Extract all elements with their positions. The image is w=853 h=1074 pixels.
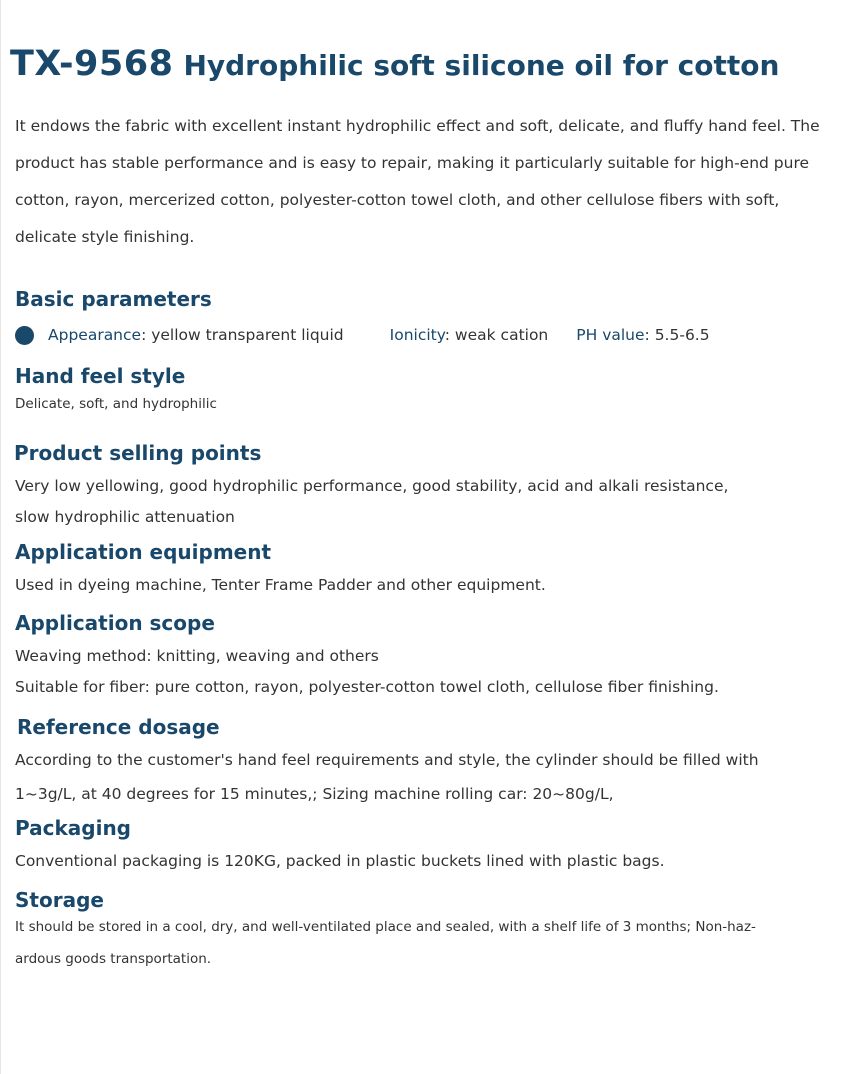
bullet-dot-icon xyxy=(15,326,34,345)
packaging-text: Conventional packaging is 120KG, packed in plastic buckets lined with plastic bags. xyxy=(15,852,665,870)
ionicity-value: : weak cation xyxy=(444,326,549,344)
product-title xyxy=(10,44,779,84)
selling-points-line-2: slow hydrophilic attenuation xyxy=(15,508,235,526)
application-equipment-text: Used in dyeing machine, Tenter Frame Padder and other equipment. xyxy=(15,576,546,594)
reference-dosage-line-1: According to the customer's hand feel requirements and style, the cylinder should be filled with xyxy=(15,751,759,769)
hand-feel-text: Delicate, soft, and hydrophilic xyxy=(15,396,217,412)
product-intro: It endows the fabric with excellent instant hydrophilic effect and soft, delicate, and fluffy hand feel. The product has stable performance and is easy to repair, making it particularly suitable for high-end pure cotton, rayon, mercerized cotton, polyester-cotton towel cloth, and other cellulose fibers with soft, delicate style finishing. xyxy=(15,117,820,246)
storage-line-1: It should be stored in a cool, dry, and well-ventilated place and sealed, with a shelf life of 3 months; Non-haz- xyxy=(15,919,756,935)
basic-parameters-heading: Basic parameters xyxy=(15,287,212,311)
appearance-label: Appearance xyxy=(48,326,142,344)
product-code: TX-9568 xyxy=(10,44,174,84)
appearance-param xyxy=(48,326,344,344)
application-scope-heading: Application scope xyxy=(15,611,215,635)
basic-parameters-row xyxy=(15,323,710,347)
storage-heading: Storage xyxy=(15,888,104,912)
selling-points-line-1: Very low yellowing, good hydrophilic performance, good stability, acid and alkali resistance, xyxy=(15,477,729,495)
reference-dosage-heading: Reference dosage xyxy=(17,715,220,739)
storage-line-2: ardous goods transportation. xyxy=(15,951,212,967)
application-scope-line-2: Suitable for fiber: pure cotton, rayon, polyester-cotton towel cloth, cellulose fiber finishing. xyxy=(15,678,719,696)
hand-feel-heading: Hand feel style xyxy=(15,364,186,388)
selling-points-heading: Product selling points xyxy=(14,441,262,465)
ph-label: PH value xyxy=(576,326,645,344)
ionicity-label: Ionicity xyxy=(389,326,445,344)
product-name: Hydrophilic soft silicone oil for cotton xyxy=(183,49,780,82)
application-scope-line-1: Weaving method: knitting, weaving and others xyxy=(15,647,379,665)
ph-param xyxy=(576,326,709,344)
reference-dosage-line-2: 1~3g/L, at 40 degrees for 15 minutes,; Sizing machine rolling car: 20~80g/L, xyxy=(15,785,614,803)
appearance-value: : yellow transparent liquid xyxy=(141,326,344,344)
application-equipment-heading: Application equipment xyxy=(15,540,272,564)
ph-value: : 5.5-6.5 xyxy=(644,326,710,344)
packaging-heading: Packaging xyxy=(15,816,131,840)
ionicity-param xyxy=(390,326,549,344)
